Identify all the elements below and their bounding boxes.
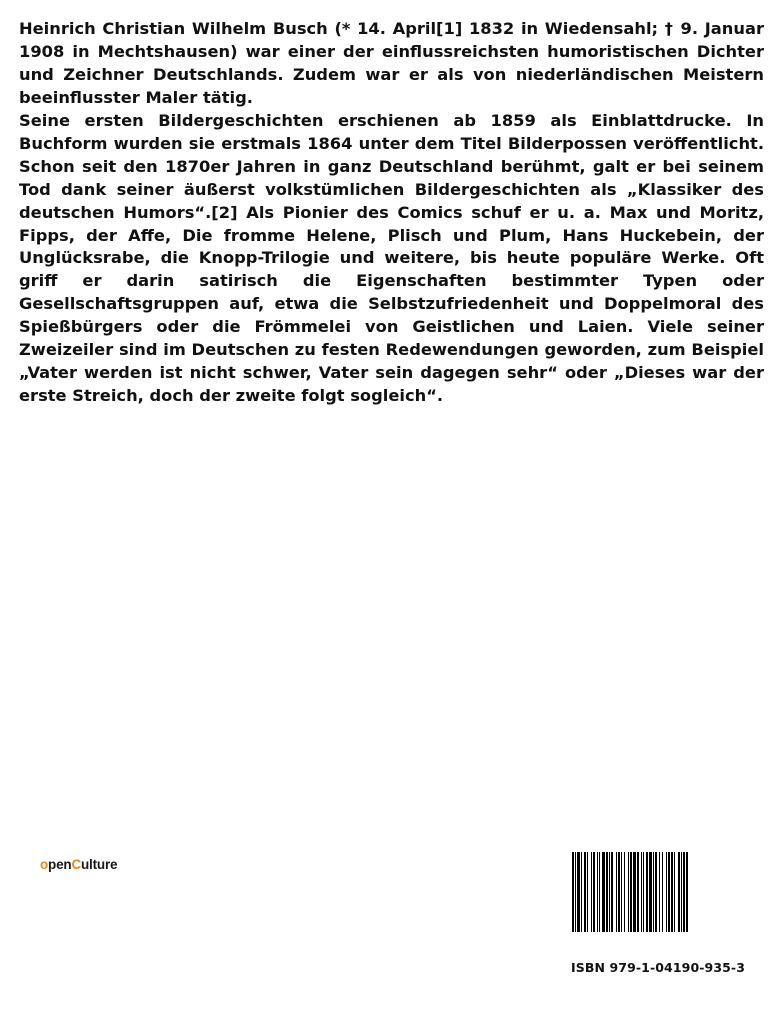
barcode-bar [686, 852, 688, 932]
barcode-bar [637, 852, 639, 932]
barcode-bar [641, 852, 642, 932]
barcode-bar [575, 852, 576, 932]
barcode-bar [628, 852, 629, 932]
barcode-bar [599, 852, 600, 932]
barcode-bar [624, 852, 625, 932]
barcode-bar [611, 852, 613, 932]
barcode-bar [577, 852, 580, 932]
barcode-bar [662, 852, 663, 932]
barcode-bar [646, 852, 648, 932]
barcode-bar [633, 852, 636, 932]
logo-letter-o: o [40, 857, 49, 872]
barcode-bar [602, 852, 605, 932]
barcode-bar [597, 852, 598, 932]
publisher-logo [40, 857, 117, 872]
barcode-bar [674, 852, 675, 932]
barcode-bar [630, 852, 632, 932]
barcode-bar [678, 852, 680, 932]
barcode-bar [681, 852, 682, 932]
barcode-bar [616, 852, 617, 932]
barcode-bar [593, 852, 595, 932]
logo-text-pen: pen [48, 857, 72, 872]
barcode-bar [683, 852, 685, 932]
barcode-bar [581, 852, 582, 932]
barcode-bar [587, 852, 588, 932]
barcode-bar [584, 852, 586, 932]
barcode-bar [643, 852, 644, 932]
isbn-number: ISBN 979-1-04190-935-3 [571, 960, 746, 975]
barcode-bar [668, 852, 670, 932]
barcode-bar [653, 852, 654, 932]
barcode-bar [659, 852, 660, 932]
barcode-icon [572, 852, 730, 932]
barcode-bar [649, 852, 652, 932]
barcode-bar [618, 852, 620, 932]
barcode-bar [609, 852, 610, 932]
barcode-bar [572, 852, 574, 932]
barcode-bar [655, 852, 657, 932]
logo-letter-c: C [71, 857, 82, 872]
logo-text-ulture: ulture [81, 857, 118, 872]
barcode-bar [666, 852, 667, 932]
paragraph-intro: Heinrich Christian Wilhelm Busch (* 14. April[1] 1832 in Wiedensahl; † 9. Januar 1908 in Mechtshausen) war einer der einflussreichsten humoristischen Dichter und Zeichner Deutschlands. Zudem war er als von niederländischen Meistern beeinflusster Maler tätig. [19, 19, 764, 107]
barcode-bar [621, 852, 622, 932]
barcode-bar [606, 852, 608, 932]
barcode-bar [671, 852, 673, 932]
paragraph-works: Seine ersten Bildergeschichten erschienen ab 1859 als Einblattdrucke. In Buchform wurden sie erstmals 1864 unter dem Titel Bilderpossen veröffentlicht. Schon seit den 1870er Jahren in ganz Deutschland berühmt, galt er bei seinem Tod dank seiner äußerst volkstümlichen Bildergeschichten als „Klassiker des deutschen Humors“.[2] Als Pionier des Comics schuf er u. a. Max und Moritz, Fipps, der Affe, Die fromme Helene, Plisch und Plum, Hans Huckebein, der Unglücksrabe, die Knopp-Trilogie und weitere, bis heute populäre Werke. Oft griff er darin satirisch die Eigenschaften bestimmter Typen oder Gesellschaftsgruppen auf, etwa die Selbstzufriedenheit und Doppelmoral des Spießbürgers oder die Frömmelei von Geistlichen und Laien. Viele seiner Zweizeiler sind im Deutschen zu festen Redewendungen geworden, zum Beispiel „Vater werden ist nicht schwer, Vater sein dagegen sehr“ oder „Dieses war der erste Streich, doch der zweite folgt sogleich“. [19, 111, 764, 405]
barcode-bar [591, 852, 592, 932]
